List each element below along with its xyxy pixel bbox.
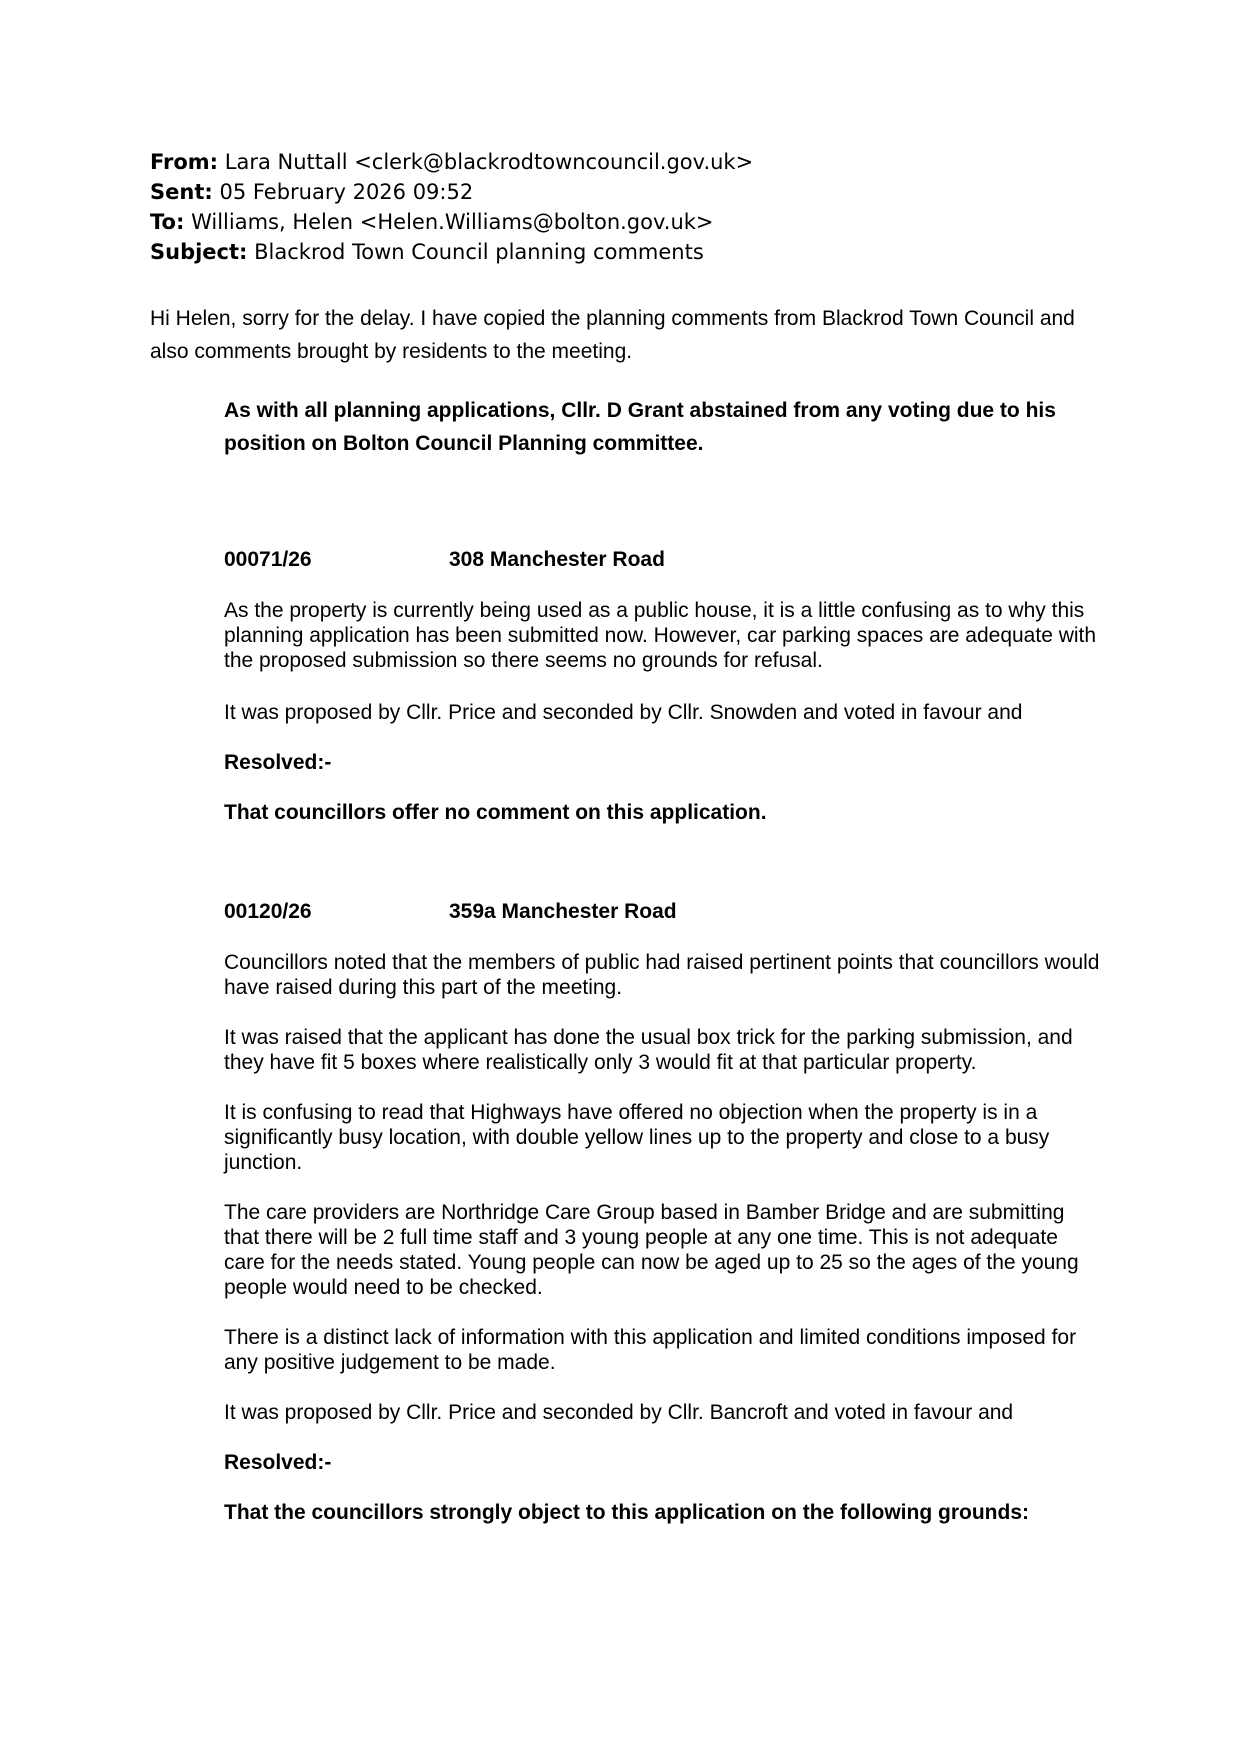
application-number: 00120/26 [224,900,312,923]
subject-value: Blackrod Town Council planning comments [254,240,704,264]
resolved-label: Resolved:- [224,1451,332,1474]
application-paragraph: It was proposed by Cllr. Price and seconded by Cllr. Bancroft and voted in favour and [224,1401,1014,1424]
email-sent-line [150,180,473,204]
to-value: Williams, Helen <Helen.Williams@bolton.gov.uk> [191,210,714,234]
intro-paragraph: Hi Helen, sorry for the delay. I have copied the planning comments from Blackrod Town Council and also comments brought by residents to the meeting. [150,307,1075,363]
application-paragraph: It is confusing to read that Highways have offered no objection when the property is in a significantly busy location, with double yellow lines up to the property and close to a busy junction. [224,1101,1050,1174]
sent-value: 05 February 2026 09:52 [219,180,474,204]
application-paragraph: As the property is currently being used as a public house, it is a little confusing as to why this planning application has been submitted now. However, car parking spaces are adequate with the proposed submission so there seems no grounds for refusal. [224,599,1097,672]
email-to-line [150,210,714,234]
sent-label: Sent: [150,180,213,204]
application-paragraph: It was raised that the applicant has done the usual box trick for the parking submission, and they have fit 5 boxes where realistically only 3 would fit at that particular property. [224,1026,1073,1074]
resolved-label: Resolved:- [224,751,332,774]
to-label: To: [150,210,185,234]
from-value: Lara Nuttall <clerk@blackrodtowncouncil.gov.uk> [224,150,754,174]
application-address: 359a Manchester Road [449,900,677,923]
application-paragraph: It was proposed by Cllr. Price and seconded by Cllr. Snowden and voted in favour and [224,701,1023,724]
subject-label: Subject: [150,240,248,264]
application-paragraph: There is a distinct lack of information with this application and limited conditions imposed for any positive judgement to be made. [224,1326,1077,1374]
application-paragraph: The care providers are Northridge Care Group based in Bamber Bridge and are submitting that there will be 2 full time staff and 3 young people at any one time. This is not adequate care for the needs stated. Young people can now be aged up to 25 so the ages of the young people would need to be checked. [224,1201,1079,1299]
email-from-line [150,150,753,174]
abstention-notice: As with all planning applications, Cllr. D Grant abstained from any voting due to his position on Bolton Council Planning committee. [224,399,1056,455]
from-label: From: [150,150,219,174]
application-address: 308 Manchester Road [449,548,665,571]
resolution-text: That the councillors strongly object to this application on the following grounds: [224,1501,1029,1524]
resolution-text: That councillors offer no comment on this application. [224,801,767,824]
email-subject-line [150,240,704,264]
application-number: 00071/26 [224,548,312,571]
application-paragraph: Councillors noted that the members of public had raised pertinent points that councillors would have raised during this part of the meeting. [224,951,1100,999]
